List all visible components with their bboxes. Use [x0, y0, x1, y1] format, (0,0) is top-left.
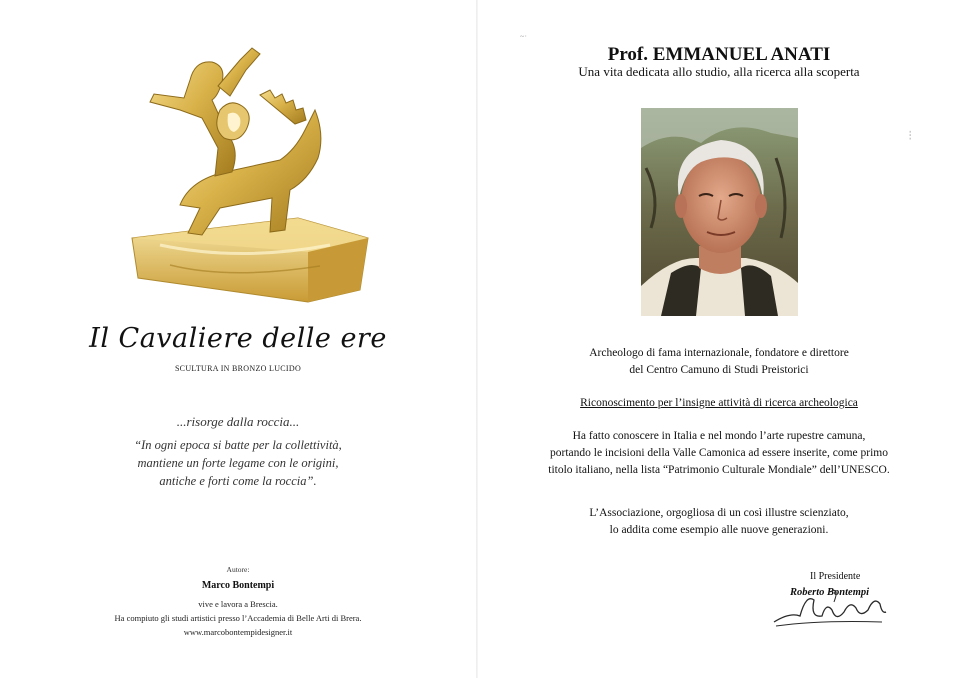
- role-line: del Centro Camuno di Studi Preistorici: [629, 364, 809, 376]
- scan-artifact: ⁝: [908, 129, 913, 144]
- author-name: Marco Bontempi: [201, 580, 275, 591]
- sculpture-subtitle: SCULTURA IN BRONZO LUCIDO: [174, 364, 302, 373]
- association-paragraph: [478, 505, 960, 539]
- merits-line: titolo italiano, nella lista “Patrimonio Culturale Mondiale” dell’UNESCO.: [548, 464, 890, 476]
- author-bio-line: vive e lavora a Brescia.: [198, 599, 278, 609]
- quote-line: antiche e forti come la roccia”.: [159, 474, 317, 488]
- merits-line: Ha fatto conoscere in Italia e nel mondo l’arte rupestre camuna,: [572, 430, 866, 442]
- recognition-text: Riconoscimento per l’insigne attività di ricerca archeologica: [580, 397, 858, 409]
- recognition-line: [478, 395, 960, 412]
- right-page: [478, 0, 960, 678]
- author-website: www.marcobontempidesigner.it: [183, 627, 293, 637]
- role-line: Archeologo di fama internazionale, fondatore e direttore: [589, 347, 849, 359]
- sculpture-title: Il Cavaliere delle ere: [89, 323, 387, 354]
- quote-line: mantiene un forte legame con le origini,: [137, 456, 339, 470]
- merits-line: portando le incisioni della Valle Camonica ad essere inserite, come primo: [550, 447, 888, 459]
- scan-mark: ~·: [520, 32, 527, 41]
- bronze-sculpture-image: [120, 40, 380, 310]
- quote-line: “In ogni epoca si batte per la collettività,: [134, 438, 342, 452]
- handwritten-signature: [770, 582, 890, 630]
- left-page: [0, 0, 476, 678]
- merits-paragraph: [478, 428, 960, 479]
- quote-heading: ...risorge dalla roccia...: [176, 414, 300, 429]
- association-line: L’Associazione, orgogliosa di un così illustre scienziato,: [589, 507, 849, 519]
- quote-text: [0, 436, 476, 490]
- role-paragraph: [478, 345, 960, 379]
- president-label: Il Presidente: [810, 571, 861, 582]
- president-name: Roberto Bontempi: [790, 587, 870, 598]
- author-bio-line: Ha compiuto gli studi artistici presso l’Accademia di Belle Arti di Brera.: [114, 613, 362, 623]
- author-bio: [0, 597, 476, 625]
- author-label: Autore:: [226, 565, 250, 574]
- honoree-name: Prof. EMMANUEL ANATI: [607, 44, 831, 65]
- portrait-photo: [641, 108, 798, 316]
- association-line: lo addita come esempio alle nuove generazioni.: [609, 524, 829, 536]
- honoree-tagline: Una vita dedicata allo studio, alla ricerca alla scoperta: [578, 64, 860, 79]
